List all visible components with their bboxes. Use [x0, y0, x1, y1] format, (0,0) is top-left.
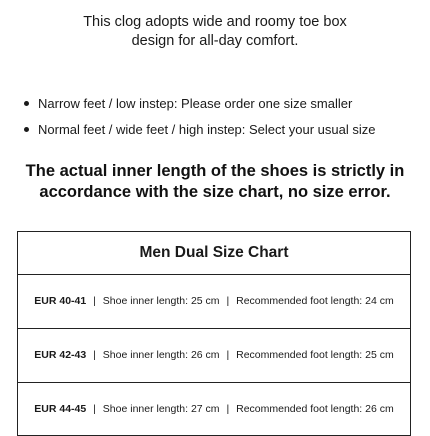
separator: | [226, 295, 230, 307]
recommended-foot-length: Recommended foot length: 25 cm [236, 349, 394, 361]
size-chart-title: Men Dual Size Chart [18, 232, 410, 275]
fit-tip-item [22, 95, 375, 112]
intro-line-2: design for all-day comfort. [131, 33, 299, 49]
table-row [18, 329, 410, 383]
fit-tip-item [22, 121, 375, 138]
fit-tip-text: Normal feet / wide feet / high instep: Select your usual size [38, 122, 376, 137]
notice-line-1: The actual inner length of the shoes is strictly in [25, 162, 405, 180]
shoe-inner-length: Shoe inner length: 25 cm [102, 295, 220, 307]
separator: | [226, 349, 230, 361]
notice-line-2: accordance with the size chart, no size error. [39, 183, 391, 201]
separator: | [93, 295, 96, 307]
table-row [18, 275, 410, 329]
eur-size: EUR 42-43 [34, 349, 87, 361]
fit-tips-list [22, 95, 375, 147]
intro-text [0, 13, 430, 51]
recommended-foot-length: Recommended foot length: 24 cm [236, 295, 394, 307]
intro-line-1: This clog adopts wide and roomy toe box [83, 14, 347, 30]
separator: | [93, 403, 96, 415]
bullet-icon [24, 127, 29, 132]
shoe-inner-length: Shoe inner length: 27 cm [102, 403, 220, 415]
table-row [18, 383, 410, 436]
recommended-foot-length: Recommended foot length: 26 cm [236, 403, 394, 415]
size-accuracy-notice [0, 161, 430, 203]
eur-size: EUR 44-45 [34, 403, 87, 415]
bullet-icon [24, 101, 29, 106]
size-chart-table [17, 231, 411, 436]
fit-tip-text: Narrow feet / low instep: Please order one size smaller [38, 96, 353, 111]
separator: | [93, 349, 96, 361]
separator: | [226, 403, 230, 415]
shoe-inner-length: Shoe inner length: 26 cm [102, 349, 220, 361]
eur-size: EUR 40-41 [34, 295, 87, 307]
